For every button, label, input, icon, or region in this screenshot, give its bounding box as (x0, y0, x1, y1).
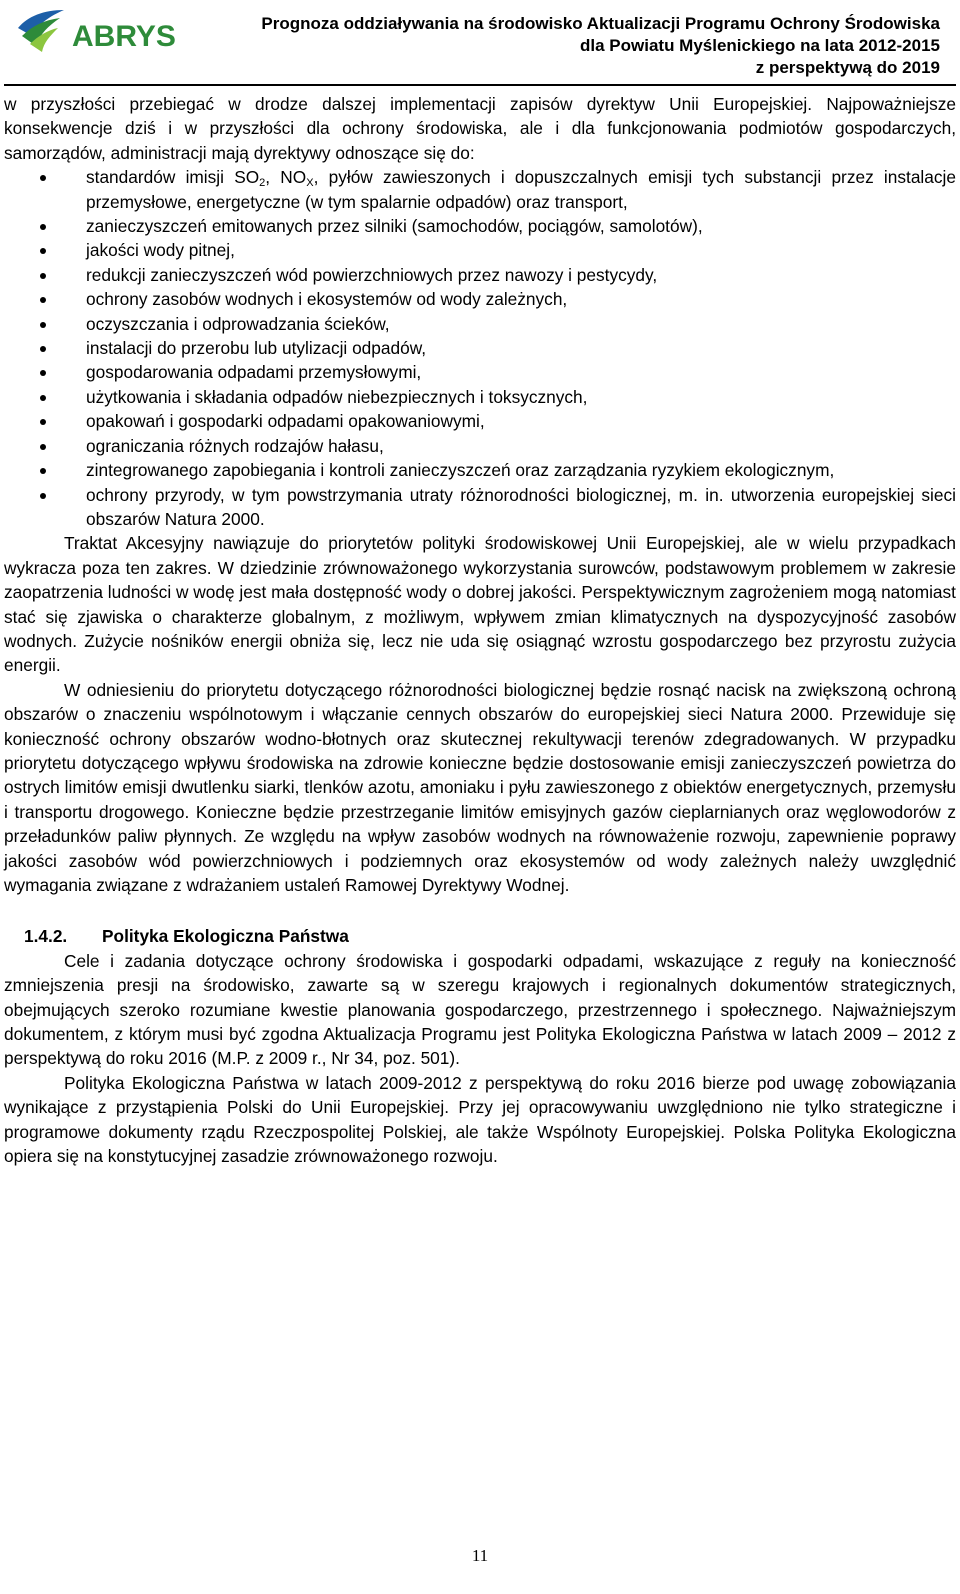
page-number: 11 (471, 1546, 489, 1565)
directive-list (4, 165, 956, 531)
document-title (200, 13, 940, 79)
section-title: Polityka Ekologiczna Państwa (102, 926, 349, 947)
intro-paragraph: w przyszłości przebiegać w drodze dalszej implementacji zapisów dyrektyw Unii Europejskiej. Najpoważniejsze konsekwencje dziś i w przyszłości dla ochrony środowiska, ale i dla funkcjonowania podmiotów gospodarczych, samorządów, administracji mają dyrektywy odnoszące się do: (4, 94, 956, 163)
list-item: jakości wody pitnej, (4, 238, 956, 262)
bullet-icon (40, 493, 46, 499)
header-divider (4, 84, 956, 86)
bullet-icon (40, 395, 46, 401)
bullet-icon (40, 322, 46, 328)
bullet-icon (40, 273, 46, 279)
body-paragraph: Polityka Ekologiczna Państwa w latach 2009-2012 z perspektywą do roku 2016 bierze pod uwagę zobowiązania wynikające z przystąpienia Polski do Unii Europejskiej. Przy jej opracowywaniu uwzględniono nie tylko strategiczne i programowe dokumenty rządu Rzeczpospolitej Polskiej, ale także Wspólnoty Europejskiej. Polska Polityka Ekologiczna opiera się na konstytucyjnej zasadzie zrównoważonego rozwoju. (4, 1072, 956, 1167)
list-item: zintegrowanego zapobiegania i kontroli zanieczyszczeń oraz zarządzania ryzykiem ekologicznym, (4, 458, 956, 482)
list-item: zanieczyszczeń emitowanych przez silniki (samochodów, pociągów, samolotów), (4, 214, 956, 238)
bullet-icon (40, 175, 46, 181)
bullet-icon (40, 224, 46, 230)
list-item: ograniczania różnych rodzajów hałasu, (4, 434, 956, 458)
section-heading (4, 924, 956, 948)
list-item: użytkowania i składania odpadów niebezpiecznych i toksycznych, (4, 385, 956, 409)
bullet-icon (40, 346, 46, 352)
title-line-3: z perspektywą do 2019 (755, 58, 940, 77)
list-item: oczyszczania i odprowadzania ścieków, (4, 312, 956, 336)
list-item: redukcji zanieczyszczeń wód powierzchniowych przez nawozy i pestycydy, (4, 263, 956, 287)
list-item: ochrony przyrody, w tym powstrzymania utraty różnorodności biologicznej, m. in. utworzenia europejskiej sieci obszarów Natura 2000. (4, 483, 956, 532)
document-body (4, 92, 956, 1168)
body-paragraph: Traktat Akcesyjny nawiązuje do priorytetów polityki środowiskowej Unii Europejskiej, ale w wielu przypadkach wykracza poza ten zakres. W dziedzinie zrównoważonego wykorzystania surowców, podstawowym problemem w zakresie zaopatrzenia ludności w wodę jest mała dostępność wody o dobrej jakości. Perspektywicznym zagrożeniem mogą natomiast stać się zjawiska o charakterze globalnym, z możliwym, wpływem zmian klimatycznych na dyspozycyjność zasobów wodnych. Zużycie nośników energii obniża się, lecz nie uda się osiągnąć wzrostu gospodarczego bez przyrostu zużycia energii. (4, 533, 956, 676)
bullet-icon (40, 419, 46, 425)
bullet-icon (40, 248, 46, 254)
bullet-icon (40, 444, 46, 450)
list-item: opakowań i gospodarki odpadami opakowaniowymi, (4, 409, 956, 433)
bullet-icon (40, 370, 46, 376)
body-paragraph: Cele i zadania dotyczące ochrony środowiska i gospodarki odpadami, wskazujące z reguły na konieczność zmniejszenia presji na środowisko, zawarte są w szeregu krajowych i regionalnych dokumentów strategicznych, obejmujących szeroko rozumiane kwestie planowania gospodarczego, przestrzennego i społecznego. Najważniejszym dokumentem, z którym musi być zgodna Aktualizacja Programu jest Polityka Ekologiczna Państwa w latach 2009 – 2012 z perspektywą do roku 2016 (M.P. z 2009 r., Nr 34, poz. 501). (4, 950, 956, 1069)
list-item: ochrony zasobów wodnych i ekosystemów od wody zależnych, (4, 287, 956, 311)
list-item: standardów imisji $SO_2$, $NO_X$, pyłów zawieszonych i dopuszczalnych emisji tych substancji przez instalacje przemysłowe, energetyczne (w tym spalarnie odpadów) oraz transport, (4, 165, 956, 214)
title-line-1: Prognoza oddziaływania na środowisko Aktualizacji Programu Ochrony Środowiska (261, 14, 940, 33)
logo-text: ABRYS (72, 20, 176, 53)
body-paragraph: W odniesieniu do priorytetu dotyczącego różnorodności biologicznej będzie rosnąć nacisk na zwiększoną ochroną obszarów o znaczeniu wspólnotowym i włączanie cennych obszarów do europejskiej sieci Natura 2000. Przewiduje się konieczność ochrony obszarów wodno-błotnych oraz skutecznej rekultywacji terenów zdegradowanych. W przypadku priorytetu dotyczącego wpływu środowiska na zdrowie konieczne będzie dostosowanie emisji zanieczyszczeń powietrza do ostrych limitów emisji dwutlenku siarki, tlenków azotu, amoniaku i pyłu zawieszonego z obiektów energetycznych, przemysłu i transportu drogowego. Konieczne będzie przestrzeganie limitów emisyjnych gazów cieplarnianych oraz węglowodorów z przeładunków paliw płynnych. Ze względu na wpływ zasobów wodnych na równoważenie rozwoju, zapewnienie poprawy jakości zasobów wód powierzchniowych i podziemnych oraz ekosystemów od wody zależnych należy uwzględnić wymagania związane z wdrażaniem ustaleń Ramowej Dyrektywy Wodnej. (4, 679, 956, 895)
page-header (0, 0, 960, 80)
bullet-icon (40, 468, 46, 474)
list-item: instalacji do przerobu lub utylizacji odpadów, (4, 336, 956, 360)
section-number: 1.4.2. (24, 926, 68, 947)
list-item: gospodarowania odpadami przemysłowymi, (4, 360, 956, 384)
title-line-2: dla Powiatu Myślenickiego na lata 2012-2015 (580, 36, 940, 55)
abrys-logo (14, 6, 194, 54)
bullet-icon (40, 297, 46, 303)
